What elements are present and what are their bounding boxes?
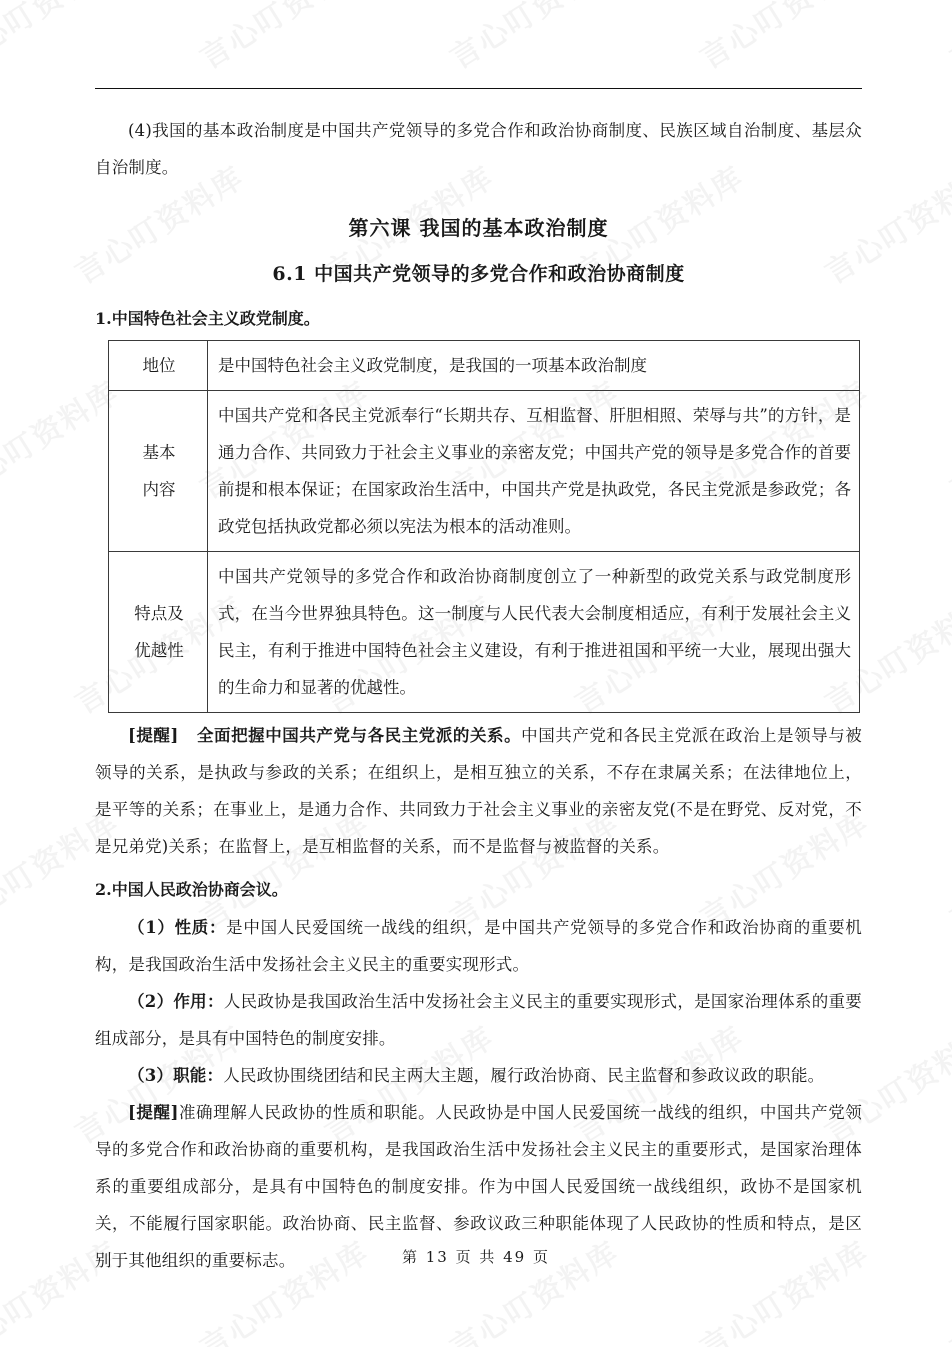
page-footer: 第 13 页 共 49 页 [401, 1248, 550, 1266]
item-body: 人民政协围绕团结和民主两大主题，履行政治协商、民主监督和参政议政的职能。 [223, 1066, 825, 1085]
table-label-line: 地位 [142, 356, 176, 375]
chapter-heading: 第六课 我国的基本政治制度 [348, 216, 609, 240]
table-label-line: 优越性 [134, 641, 184, 660]
tip-body: 中国共产党和各民主党派在政治上是领导与被领导的关系，是执政与参政的关系；在组织上，是相互独立的关系，不存在隶属关系；在法律地位上，是平等的关系；在事业上，是通力合作、共同致力于社会主义事业的亲密友党(不是在野党、反对党，不是兄弟党)关系；在监督上，是互相监督的关系，而不是监督与被监督的关系。 [95, 726, 862, 856]
item-label: （2）作用： [128, 992, 224, 1011]
item-label: （1）性质： [128, 918, 227, 937]
watermark-text [940, 368, 952, 507]
topic-2-item-2 [95, 983, 862, 1057]
table-row-body: 中国共产党领导的多党合作和政治协商制度创立了一种新型的政党关系与政党制度形式，在当今世界独具特色。这一制度与人民代表大会制度相适应，有利于发展社会主义民主，有利于推进中国特色社会主义建设，有利于推进祖国和平统一大业，展现出强大的生命力和显著的优越性。 [208, 552, 860, 713]
document-body [95, 112, 862, 1279]
tip-paragraph-1 [95, 717, 862, 865]
table-row-label [109, 391, 208, 552]
section-heading: 6.1 中国共产党领导的多党合作和政治协商制度 [272, 263, 685, 285]
table-row [109, 341, 860, 391]
table-row-body: 中国共产党和各民主党派奉行“长期共存、互相监督、肝胆相照、荣辱与共”的方针，是通力合作、共同致力于社会主义事业的亲密友党；中国共产党的领导是多党合作的首要前提和根本保证；在国家政治生活中，中国共产党是执政党，各民主党派是参政党；各政党包括执政党都必须以宪法为根本的活动准则。 [208, 391, 860, 552]
topic-2-heading: 2.中国人民政治协商会议。 [95, 880, 288, 899]
topic-2-item-3 [95, 1057, 862, 1094]
topic-1-heading: 1.中国特色社会主义政党制度。 [95, 309, 320, 328]
watermark-text [0, 583, 1, 722]
item-body: 人民政协是我国政治生活中发扬社会主义民主的重要实现形式，是国家治理体系的重要组成部分，是具有中国特色的制度安排。 [95, 992, 862, 1048]
tip-marker: [提醒] [128, 1103, 179, 1122]
table-row [109, 552, 860, 713]
intro-paragraph: (4)我国的基本政治制度是中国共产党领导的多党合作和政治协商制度、民族区域自治制度、基层众自治制度。 [95, 121, 862, 177]
tip-marker: [提醒] [128, 726, 179, 745]
watermark-text [690, 0, 876, 77]
policy-table [108, 340, 860, 713]
table-row-body: 是中国特色社会主义政党制度，是我国的一项基本政治制度 [208, 341, 860, 391]
table-label-line: 内容 [142, 480, 176, 499]
item-label: （3）职能： [128, 1066, 224, 1085]
table-label-line: 基本 [142, 443, 176, 462]
watermark-text [190, 0, 376, 77]
watermark-text [940, 798, 952, 937]
topic-2-item-1 [95, 909, 862, 983]
tip-bold-lead: 全面把握中国共产党与各民主党派的关系。 [196, 726, 522, 745]
table-row-label [109, 341, 208, 391]
table-label-line: 特点及 [134, 604, 184, 623]
watermark-text [940, 0, 952, 77]
table-row [109, 391, 860, 552]
table-row-label [109, 552, 208, 713]
watermark-text [440, 0, 626, 77]
watermark-text [0, 153, 1, 292]
item-body: 是中国人民爱国统一战线的组织，是中国共产党领导的多党合作和政治协商的重要机构，是我国政治生活中发扬社会主义民主的重要实现形式。 [95, 918, 862, 974]
watermark-text [0, 1013, 1, 1152]
header-rule [95, 88, 862, 89]
watermark-text [0, 0, 126, 77]
tip-body: 准确理解人民政协的性质和职能。人民政协是中国人民爱国统一战线的组织，中国共产党领导的多党合作和政治协商的重要机构，是我国政治生活中发扬社会主义民主的重要形式，是国家治理体系的重要组成部分，是具有中国特色的制度安排。作为中国人民爱国统一战线组织，政协不是国家机关，不能履行国家职能。政治协商、民主监督、参政议政三种职能体现了人民政协的性质和特点，是区别于其他组织的重要标志。 [95, 1103, 862, 1270]
